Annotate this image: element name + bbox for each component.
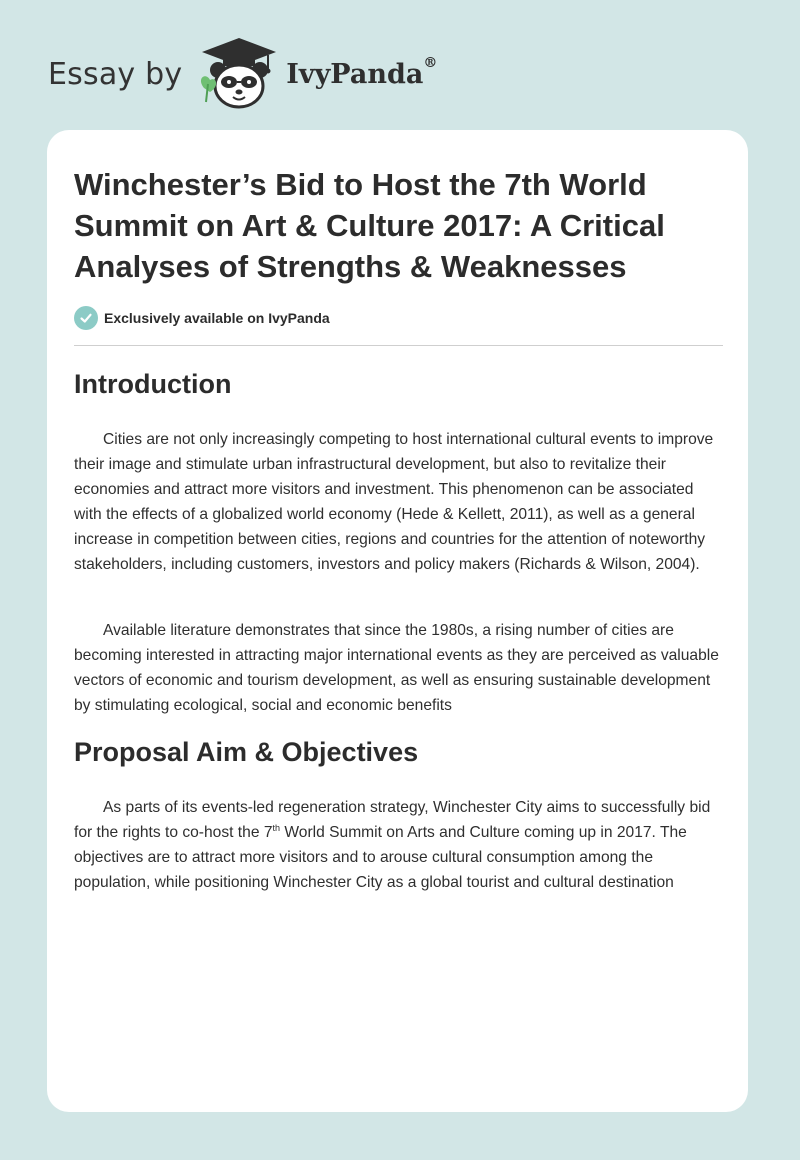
essay-by-label: Essay by (48, 56, 183, 92)
paragraph-intro-1: Cities are not only increasingly competing to host international cultural events to improve their image and stimulate urban infrastructural development, but also to revitalize their economies and attract more visitors and investment. This phenomenon can be associated with the effects of a globalized world economy (Hede & Kellett, 2011), as well as a general increase in competition between cities, regions and countries for the attention of noteworthy stakeholders, including customers, investors and policy makers (Richards & Wilson, 2004). (74, 431, 714, 573)
section-heading-proposal: Proposal Aim & Objectives (74, 737, 419, 767)
badge-label: Exclusively available on IvyPanda (104, 310, 330, 326)
site-header (48, 36, 437, 112)
divider (74, 345, 723, 346)
brand-name[interactable]: IvyPanda® (286, 54, 438, 90)
essay-card (47, 130, 748, 1112)
section-heading-introduction: Introduction (74, 369, 232, 399)
registered-mark: ® (423, 54, 438, 71)
ordinal-suffix: th (272, 822, 281, 833)
paragraph-proposal: As parts of its events-led regeneration strategy, Winchester City aims to successfully bid for the rights to co-host the 7th World Summit on Arts and Culture coming up in 2017. The objectives are to attract more visitors and to arouse cultural consumption among the population, while positioning Winchester City as a global tourist and cultural destination (74, 799, 711, 891)
paragraph-intro-2: Available literature demonstrates that since the 1980s, a rising number of cities are becoming interested in attracting major international events as they are perceived as valuable vectors of economic and tourism development, as well as ensuring sustainable development by stimulating ecological, social and economic benefits (74, 622, 719, 714)
check-icon (74, 306, 98, 330)
ivypanda-logo-icon[interactable] (196, 36, 282, 112)
exclusive-badge (74, 306, 330, 330)
page-title: Winchester’s Bid to Host the 7th World Summit on Art & Culture 2017: A Critical Analyses of Strengths & Weaknesses (74, 167, 665, 284)
